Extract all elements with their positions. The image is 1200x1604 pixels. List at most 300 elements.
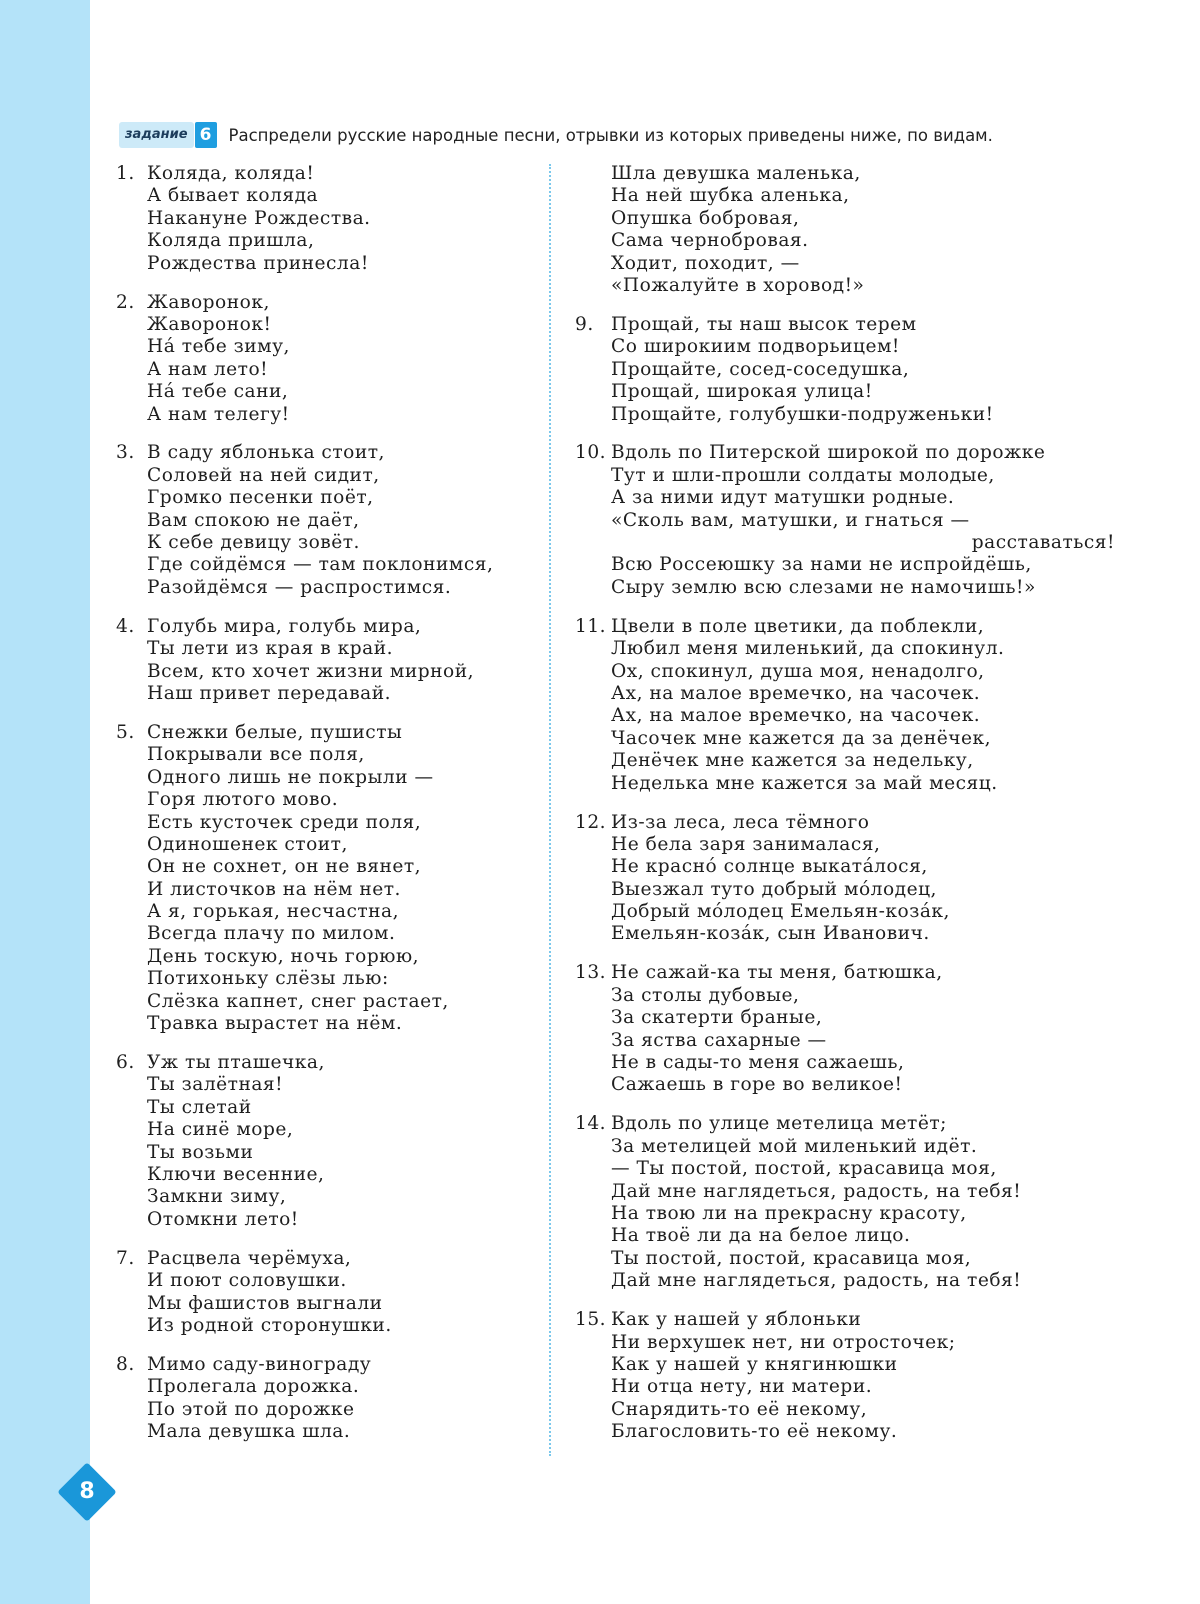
song-indent xyxy=(116,1164,147,1186)
song-line-text: Расцвела черёмуха, xyxy=(147,1247,352,1269)
song-indent xyxy=(575,1354,611,1376)
song-line-text: Соловей на ней сидит, xyxy=(147,464,380,486)
song-line-text: «Пожалуйте в хоровод!» xyxy=(611,274,865,296)
song-line xyxy=(575,1421,1115,1443)
song-line xyxy=(116,616,536,638)
song-indent xyxy=(575,1399,611,1421)
song-line xyxy=(575,750,1115,772)
song-indent xyxy=(116,1399,147,1421)
song-line-text: Прощай, широкая улица! xyxy=(611,381,873,403)
song-indent xyxy=(116,638,147,660)
song-indent xyxy=(116,554,147,576)
song-excerpt xyxy=(116,1248,536,1338)
song-excerpt xyxy=(575,163,1115,297)
song-indent xyxy=(575,163,611,185)
task-header xyxy=(119,120,993,150)
song-line xyxy=(575,683,1115,705)
song-line-text: За скатерти браные, xyxy=(611,1007,823,1029)
song-line-text: Жаворонок, xyxy=(147,291,270,313)
song-number: 9. xyxy=(575,313,594,335)
song-line xyxy=(116,1097,536,1119)
song-indent xyxy=(575,750,611,772)
song-indent xyxy=(116,1074,147,1096)
song-line-text: Где сойдёмся — там поклонимся, xyxy=(147,554,494,576)
song-indent xyxy=(575,1332,611,1354)
song-line xyxy=(116,1013,536,1035)
song-indent xyxy=(116,1421,147,1443)
song-line-text: Денёчек мне кажется за недельку, xyxy=(611,750,974,772)
song-line-text: Снарядить-то её некому, xyxy=(611,1398,868,1420)
song-line xyxy=(575,532,1115,554)
song-line-text: Покрывали все поля, xyxy=(147,744,365,766)
song-line xyxy=(116,767,536,789)
song-indent xyxy=(575,554,611,576)
song-number: 12. xyxy=(575,811,607,833)
song-indent xyxy=(575,705,611,727)
song-line xyxy=(575,773,1115,795)
song-indent xyxy=(575,1225,611,1247)
song-indent xyxy=(575,1007,611,1029)
song-excerpt xyxy=(116,163,536,275)
song-line-text: Прощайте, голубушки-подруженьки! xyxy=(611,403,994,425)
song-excerpt xyxy=(116,616,536,706)
song-line xyxy=(575,661,1115,683)
song-line-text: А я, горькая, несчастна, xyxy=(147,901,400,923)
song-line-text: Добрый мо́лодец Емельян-коза́к, xyxy=(611,901,950,923)
song-line xyxy=(116,744,536,766)
song-indent xyxy=(575,1421,611,1443)
song-line-text: Потихоньку слёзы лью: xyxy=(147,968,389,990)
song-indent xyxy=(116,812,147,834)
song-line-text: И поют соловушки. xyxy=(147,1270,347,1292)
song-line-text: Ни отца нету, ни матери. xyxy=(611,1376,873,1398)
song-indent xyxy=(116,1097,147,1119)
song-number: 14. xyxy=(575,1113,607,1135)
song-excerpt xyxy=(575,442,1115,599)
song-line-text: Рождества принесла! xyxy=(147,252,369,274)
song-line-text: Дай мне наглядеться, радость, на тебя! xyxy=(611,1180,1022,1202)
song-line-text: На твою ли на прекрасну красоту, xyxy=(611,1202,967,1224)
song-line xyxy=(116,292,536,314)
song-indent xyxy=(575,359,611,381)
song-indent xyxy=(575,381,611,403)
song-line xyxy=(575,404,1115,426)
song-line-text: Емельян-коза́к, сын Иванович. xyxy=(611,923,930,945)
song-line xyxy=(116,879,536,901)
song-line xyxy=(116,487,536,509)
song-line-text: За столы дубовые, xyxy=(611,984,800,1006)
song-line-text: Уж ты пташечка, xyxy=(147,1052,325,1074)
song-line-text: Сама чернобровая. xyxy=(611,230,809,252)
song-line-text: Ни верхушек нет, ни отросточек; xyxy=(611,1331,956,1353)
song-line-text: Ах, на малое времечко, на часочек. xyxy=(611,705,981,727)
song-line-text: Ох, спокинул, душа моя, ненадолго, xyxy=(611,660,985,682)
song-line xyxy=(575,1354,1115,1376)
song-line xyxy=(575,728,1115,750)
song-line-text: Прощай, ты наш высок терем xyxy=(611,313,917,335)
song-line xyxy=(116,577,536,599)
song-line xyxy=(575,208,1115,230)
song-number: 8. xyxy=(116,1353,135,1375)
song-line xyxy=(575,1203,1115,1225)
song-line-text: Мы фашистов выгнали xyxy=(147,1292,383,1314)
song-indent xyxy=(116,577,147,599)
song-number: 1. xyxy=(116,163,135,184)
song-line xyxy=(116,359,536,381)
song-line xyxy=(116,1209,536,1231)
song-line-text: Ты лети из края в край. xyxy=(147,638,394,660)
song-line-text: Неделька мне кажется за май месяц. xyxy=(611,772,998,794)
song-line xyxy=(575,1309,1115,1331)
song-line-text: Мимо саду-винограду xyxy=(147,1353,372,1375)
song-line xyxy=(575,381,1115,403)
song-line-text: Замкни зиму, xyxy=(147,1186,287,1208)
song-line xyxy=(116,856,536,878)
song-line xyxy=(575,1270,1115,1292)
song-excerpt xyxy=(116,722,536,1035)
song-line-text: Из-за леса, леса тёмного xyxy=(611,811,870,833)
song-indent xyxy=(575,465,611,487)
song-line-text: Всю Россеюшку за нами не испройдёшь, xyxy=(611,554,1032,576)
song-indent xyxy=(116,487,147,509)
song-line-text: Выезжал туто добрый мо́лодец, xyxy=(611,878,937,900)
song-line xyxy=(575,1158,1115,1180)
song-line-text: Жаворонок! xyxy=(147,313,272,335)
song-line-text: Как у нашей у княгинюшки xyxy=(611,1353,898,1375)
song-indent xyxy=(116,314,147,336)
song-line-text: Коляда пришла, xyxy=(147,230,315,252)
song-excerpt xyxy=(575,314,1115,426)
song-number: 2. xyxy=(116,291,135,313)
song-line xyxy=(116,1376,536,1398)
song-line xyxy=(116,901,536,923)
song-indent xyxy=(575,661,611,683)
song-line xyxy=(116,381,536,403)
song-number: 7. xyxy=(116,1247,135,1269)
song-line-text: Ключи весенние, xyxy=(147,1163,325,1185)
song-line-text: — Ты постой, постой, красавица моя, xyxy=(611,1158,997,1180)
song-excerpt xyxy=(575,1113,1115,1292)
song-line xyxy=(116,834,536,856)
song-line xyxy=(575,1376,1115,1398)
song-line-text: И листочков на нём нет. xyxy=(147,878,401,900)
song-line-text: Мала девушка шла. xyxy=(147,1421,351,1443)
song-line-text: Шла девушка маленька, xyxy=(611,163,861,184)
song-line xyxy=(116,991,536,1013)
song-indent xyxy=(575,1136,611,1158)
song-indent xyxy=(116,1119,147,1141)
song-line xyxy=(116,532,536,554)
song-line xyxy=(575,510,1115,532)
song-line xyxy=(116,1248,536,1270)
song-line-text: Цвели в поле цветики, да поблекли, xyxy=(611,615,985,637)
song-line xyxy=(116,683,536,705)
song-line xyxy=(116,1052,536,1074)
song-excerpt xyxy=(575,616,1115,795)
song-line xyxy=(116,1293,536,1315)
song-line xyxy=(575,487,1115,509)
song-line-text: Всегда плачу по милом. xyxy=(147,923,396,945)
song-indent xyxy=(116,185,147,207)
song-indent xyxy=(116,744,147,766)
song-indent xyxy=(575,856,611,878)
song-line xyxy=(116,336,536,358)
song-line-text: Из родной сторонушки. xyxy=(147,1314,392,1336)
song-indent xyxy=(575,1052,611,1074)
song-line xyxy=(116,1399,536,1421)
song-line xyxy=(575,1052,1115,1074)
song-line xyxy=(116,1074,536,1096)
song-line xyxy=(575,314,1115,336)
page-number-badge xyxy=(57,1462,117,1522)
song-line xyxy=(575,616,1115,638)
page-number: 8 xyxy=(79,1479,95,1504)
song-line-text: А бывает коляда xyxy=(147,185,319,207)
song-line-text: расставаться! xyxy=(971,532,1115,554)
song-indent xyxy=(575,1270,611,1292)
song-indent xyxy=(575,185,611,207)
song-line-text: Он не сохнет, он не вянет, xyxy=(147,856,422,878)
song-indent xyxy=(116,856,147,878)
song-line-text: Опушка бобровая, xyxy=(611,207,800,229)
song-line xyxy=(116,314,536,336)
song-line xyxy=(116,442,536,464)
song-line-text: Наш привет передавай. xyxy=(147,682,392,704)
song-line xyxy=(575,1332,1115,1354)
song-line xyxy=(116,510,536,532)
song-line xyxy=(116,946,536,968)
song-line-text: Одиношенек стоит, xyxy=(147,833,348,855)
song-line xyxy=(575,705,1115,727)
song-indent xyxy=(575,253,611,275)
song-line-text: «Сколь вам, матушки, и гнаться — xyxy=(611,509,970,531)
song-indent xyxy=(116,968,147,990)
song-line xyxy=(116,1270,536,1292)
song-indent xyxy=(116,253,147,275)
song-line xyxy=(575,253,1115,275)
song-line xyxy=(116,554,536,576)
song-indent xyxy=(575,230,611,252)
song-number: 10. xyxy=(575,442,607,464)
task-number: 6 xyxy=(195,122,217,148)
task-label: задание xyxy=(119,122,194,148)
song-indent xyxy=(116,834,147,856)
song-line-text: Сажаешь в горе во великое! xyxy=(611,1074,903,1096)
song-line-text: Есть кусточек среди поля, xyxy=(147,811,422,833)
song-line xyxy=(116,185,536,207)
song-line xyxy=(575,336,1115,358)
song-line xyxy=(116,722,536,744)
song-number: 11. xyxy=(575,615,607,637)
song-indent xyxy=(575,336,611,358)
song-line xyxy=(116,163,536,185)
song-line-text: К себе девицу зовёт. xyxy=(147,532,360,554)
song-number: 5. xyxy=(116,721,135,743)
song-line-text: А за ними идут матушки родные. xyxy=(611,487,955,509)
song-line xyxy=(575,1113,1115,1135)
song-line xyxy=(575,985,1115,1007)
song-indent xyxy=(116,336,147,358)
song-line xyxy=(116,1315,536,1337)
song-line-text: Ходит, походит, — xyxy=(611,252,800,274)
song-line-text: Ты возьми xyxy=(147,1141,254,1163)
song-indent xyxy=(116,923,147,945)
song-indent xyxy=(575,487,611,509)
song-line xyxy=(575,923,1115,945)
song-line xyxy=(575,163,1115,185)
song-line xyxy=(575,1399,1115,1421)
song-line xyxy=(575,230,1115,252)
song-line-text: Голубь мира, голубь мира, xyxy=(147,615,422,637)
song-line xyxy=(116,789,536,811)
song-indent xyxy=(575,275,611,297)
song-line xyxy=(116,812,536,834)
song-line xyxy=(575,577,1115,599)
song-line-text: Горя лютого мово. xyxy=(147,789,339,811)
song-line xyxy=(575,1248,1115,1270)
song-line xyxy=(575,1030,1115,1052)
song-line-text: А нам лето! xyxy=(147,358,269,380)
song-line xyxy=(575,554,1115,576)
song-line xyxy=(116,1186,536,1208)
song-indent xyxy=(575,1203,611,1225)
song-excerpt xyxy=(116,1354,536,1444)
song-line-text: На твоё ли да на белое лицо. xyxy=(611,1225,911,1247)
song-line-text: Отомкни лето! xyxy=(147,1208,299,1230)
song-indent xyxy=(575,577,611,599)
song-line-text: На ней шубка аленька, xyxy=(611,185,850,207)
song-line xyxy=(116,1354,536,1376)
song-line xyxy=(575,834,1115,856)
song-line-text: Прощайте, сосед-соседушка, xyxy=(611,358,910,380)
song-line-text: Слёзка капнет, снег растает, xyxy=(147,990,449,1012)
song-excerpt xyxy=(116,442,536,599)
song-line-text: Травка вырастет на нём. xyxy=(147,1013,403,1035)
song-indent xyxy=(116,1270,147,1292)
task-instruction: Распредели русские народные песни, отрывки из которых приведены ниже, по видам. xyxy=(228,125,993,145)
song-indent xyxy=(116,991,147,1013)
song-line-text: День тоскую, ночь горюю, xyxy=(147,945,420,967)
song-line-text: Вам спокою не даёт, xyxy=(147,509,360,531)
song-indent xyxy=(575,901,611,923)
song-line xyxy=(116,208,536,230)
song-line xyxy=(575,1007,1115,1029)
song-excerpt xyxy=(575,1309,1115,1443)
left-column xyxy=(116,163,536,1460)
song-line-text: Вдоль по Питерской широкой по дорожке xyxy=(611,442,1046,464)
song-indent xyxy=(116,510,147,532)
song-indent xyxy=(116,532,147,554)
song-line xyxy=(575,638,1115,660)
song-indent xyxy=(116,359,147,381)
song-indent xyxy=(575,1030,611,1052)
song-indent xyxy=(116,1315,147,1337)
song-excerpt xyxy=(575,812,1115,946)
song-line xyxy=(575,879,1115,901)
song-indent xyxy=(116,789,147,811)
song-indent xyxy=(575,1181,611,1203)
song-indent xyxy=(575,985,611,1007)
song-line-text: Тут и шли-прошли солдаты молодые, xyxy=(611,464,995,486)
song-line-text: Со широкиим подворьицем! xyxy=(611,336,900,358)
song-line-text: Одного лишь не покрыли — xyxy=(147,766,434,788)
song-indent xyxy=(575,638,611,660)
song-indent xyxy=(116,946,147,968)
song-indent xyxy=(575,834,611,856)
song-line xyxy=(575,185,1115,207)
right-column xyxy=(575,163,1115,1460)
song-line xyxy=(575,442,1115,464)
song-indent xyxy=(575,1074,611,1096)
song-line-text: Разойдёмся — распростимся. xyxy=(147,576,452,598)
song-indent xyxy=(116,404,147,426)
song-indent xyxy=(116,683,147,705)
song-indent xyxy=(575,683,611,705)
song-line-text: Сыру землю всю слезами не намочишь!» xyxy=(611,576,1036,598)
song-line-text: Ты слетай xyxy=(147,1096,252,1118)
song-line-text: По этой по дорожке xyxy=(147,1398,355,1420)
song-excerpt xyxy=(116,1052,536,1231)
song-line-text: Как у нашей у яблоньки xyxy=(611,1309,862,1331)
column-divider xyxy=(549,164,551,1456)
song-line xyxy=(575,1225,1115,1247)
song-number: 3. xyxy=(116,442,135,464)
song-indent xyxy=(116,230,147,252)
song-line-text: Дай мне наглядеться, радость, на тебя! xyxy=(611,1270,1022,1292)
song-line-text: Часочек мне кажется да за денёчек, xyxy=(611,727,992,749)
song-line xyxy=(116,253,536,275)
song-indent xyxy=(116,767,147,789)
song-indent xyxy=(116,465,147,487)
song-line-text: За метелицей мой миленький идёт. xyxy=(611,1135,978,1157)
song-line xyxy=(116,230,536,252)
song-indent xyxy=(575,923,611,945)
song-line xyxy=(575,465,1115,487)
song-line-text: Не красно́ солнце выката́лося, xyxy=(611,856,928,878)
song-line-text: На синё море, xyxy=(147,1119,294,1141)
song-line xyxy=(116,1421,536,1443)
song-excerpt xyxy=(116,292,536,426)
song-number: 15. xyxy=(575,1309,607,1331)
song-line xyxy=(575,275,1115,297)
song-line-text: Коляда, коляда! xyxy=(147,163,315,184)
song-line xyxy=(116,968,536,990)
song-indent xyxy=(116,1209,147,1231)
song-line-text: А нам телегу! xyxy=(147,403,290,425)
song-indent xyxy=(116,208,147,230)
song-line xyxy=(116,1119,536,1141)
song-number: 13. xyxy=(575,962,607,984)
song-indent xyxy=(116,381,147,403)
song-line xyxy=(575,359,1115,381)
song-line-text: Не в сады-то меня сажаешь, xyxy=(611,1052,905,1074)
song-line xyxy=(575,856,1115,878)
song-line xyxy=(116,404,536,426)
song-line xyxy=(575,1136,1115,1158)
song-indent xyxy=(575,208,611,230)
song-indent xyxy=(575,404,611,426)
song-line xyxy=(116,465,536,487)
song-line xyxy=(575,1181,1115,1203)
song-line-text: Ты постой, постой, красавица моя, xyxy=(611,1247,972,1269)
song-line-text: Громко песенки поёт, xyxy=(147,487,374,509)
song-indent xyxy=(116,1376,147,1398)
song-line-text: Накануне Рождества. xyxy=(147,207,371,229)
song-line-text: Любил меня миленький, да спокинул. xyxy=(611,638,1005,660)
song-line-text: Ах, на малое времечко, на часочек. xyxy=(611,682,981,704)
song-line xyxy=(575,901,1115,923)
song-indent xyxy=(116,1142,147,1164)
